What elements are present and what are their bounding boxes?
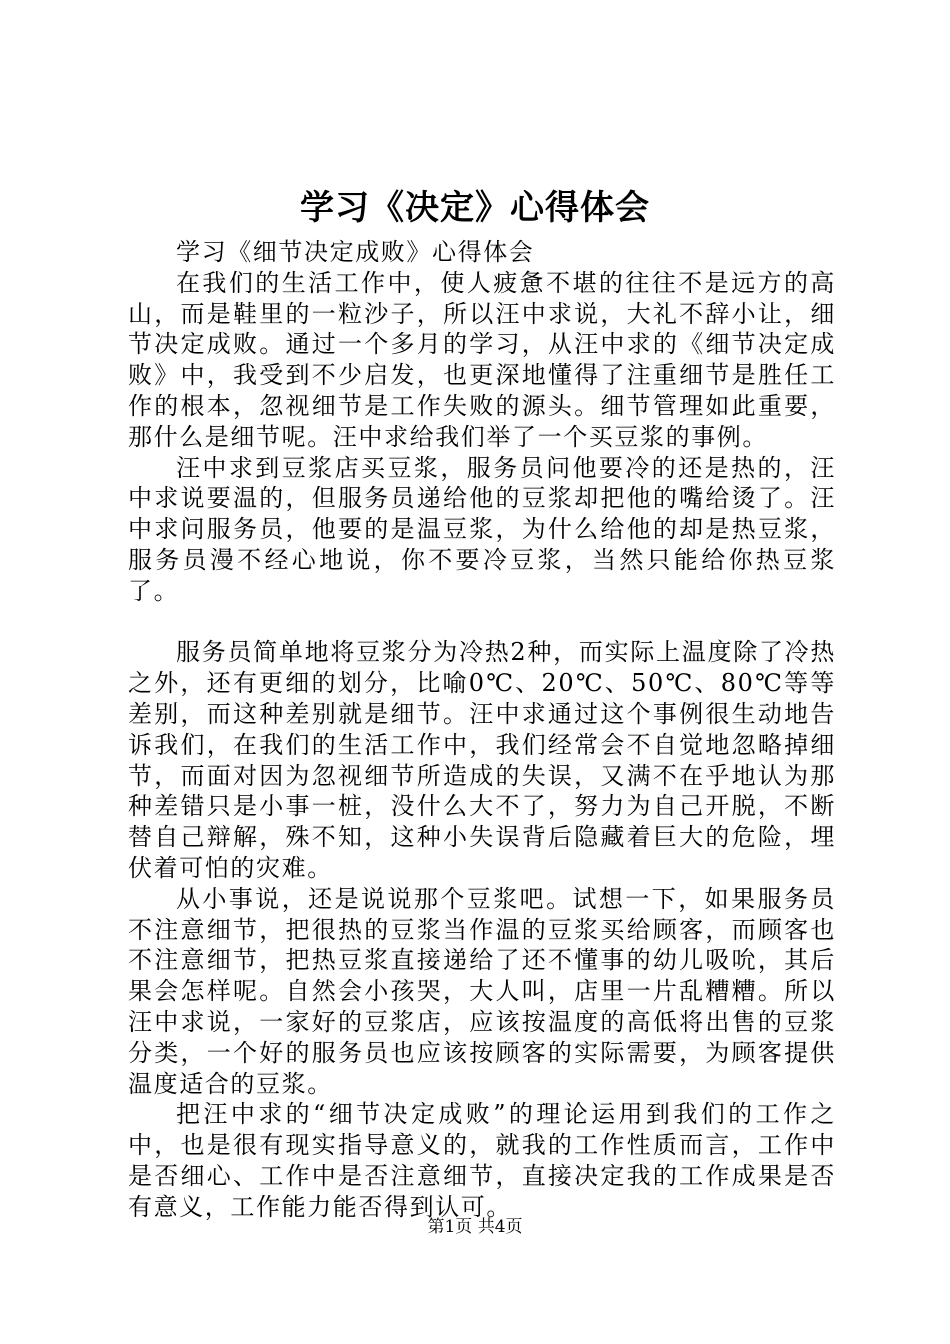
document-subtitle: 学习《细节决定成败》心得体会 bbox=[176, 238, 535, 266]
paragraph-2: 汪中求到豆浆店买豆浆，服务员问他要冷的还是热的，汪中求说要温的，但服务员递给他的豆浆却把他的嘴给烫了。汪中求问服务员，他要的是温豆浆，为什么给他的却是热豆浆，服务员漫不经心地说，你不要冷豆浆，当然只能给你热豆浆了。 bbox=[128, 453, 836, 605]
page-title: 学习《决定》心得体会 bbox=[300, 188, 650, 228]
paragraph-4: 从小事说，还是说说那个豆浆吧。试想一下，如果服务员不注意细节，把很热的豆浆当作温的豆浆买给顾客，而顾客也不注意细节，把热豆浆直接递给了还不懂事的幼儿吸吮，其后果会怎样呢。自然会小孩哭，大人叫，店里一片乱糟糟。所以汪中求说，一家好的豆浆店，应该按温度的高低将出售的豆浆分类，一个好的服务员也应该按顾客的实际需要，为顾客提供温度适合的豆浆。 bbox=[128, 884, 836, 1098]
page-indicator: 第1页 共4页 bbox=[427, 1217, 523, 1237]
paragraph-5: 把汪中求的“细节决定成败”的理论运用到我们的工作之中，也是很有现实指导意义的，就我的工作性质而言，工作中是否细心、工作中是否注意细节，直接决定我的工作成果是否有意义，工作能力能否得到认可。 bbox=[128, 1100, 836, 1221]
document-body bbox=[128, 237, 836, 1223]
paragraph-1: 在我们的生活工作中，使人疲惫不堪的往往不是远方的高山，而是鞋里的一粒沙子，所以汪中求说，大礼不辞小让，细节决定成败。通过一个多月的学习，从汪中求的《细节决定成败》中，我受到不少启发，也更深地懂得了注重细节是胜任工作的根本，忽视细节是工作失败的源头。细节管理如此重要，那什么是细节呢。汪中求给我们举了一个买豆浆的事例。 bbox=[128, 268, 836, 451]
paragraph-3: 服务员简单地将豆浆分为冷热2种，而实际上温度除了冷热之外，还有更细的划分，比喻0℃、20℃、50℃、80℃等等差别，而这种差别就是细节。汪中求通过这个事例很生动地告诉我们，在我们的生活工作中，我们经常会不自觉地忽略掉细节，而面对因为忽视细节所造成的失误，又满不在乎地认为那种差错只是小事一桩，没什么大不了，努力为自己开脱，不断替自己辩解，殊不知，这种小失误背后隐藏着巨大的危险，埋伏着可怕的灾难。 bbox=[128, 638, 836, 882]
